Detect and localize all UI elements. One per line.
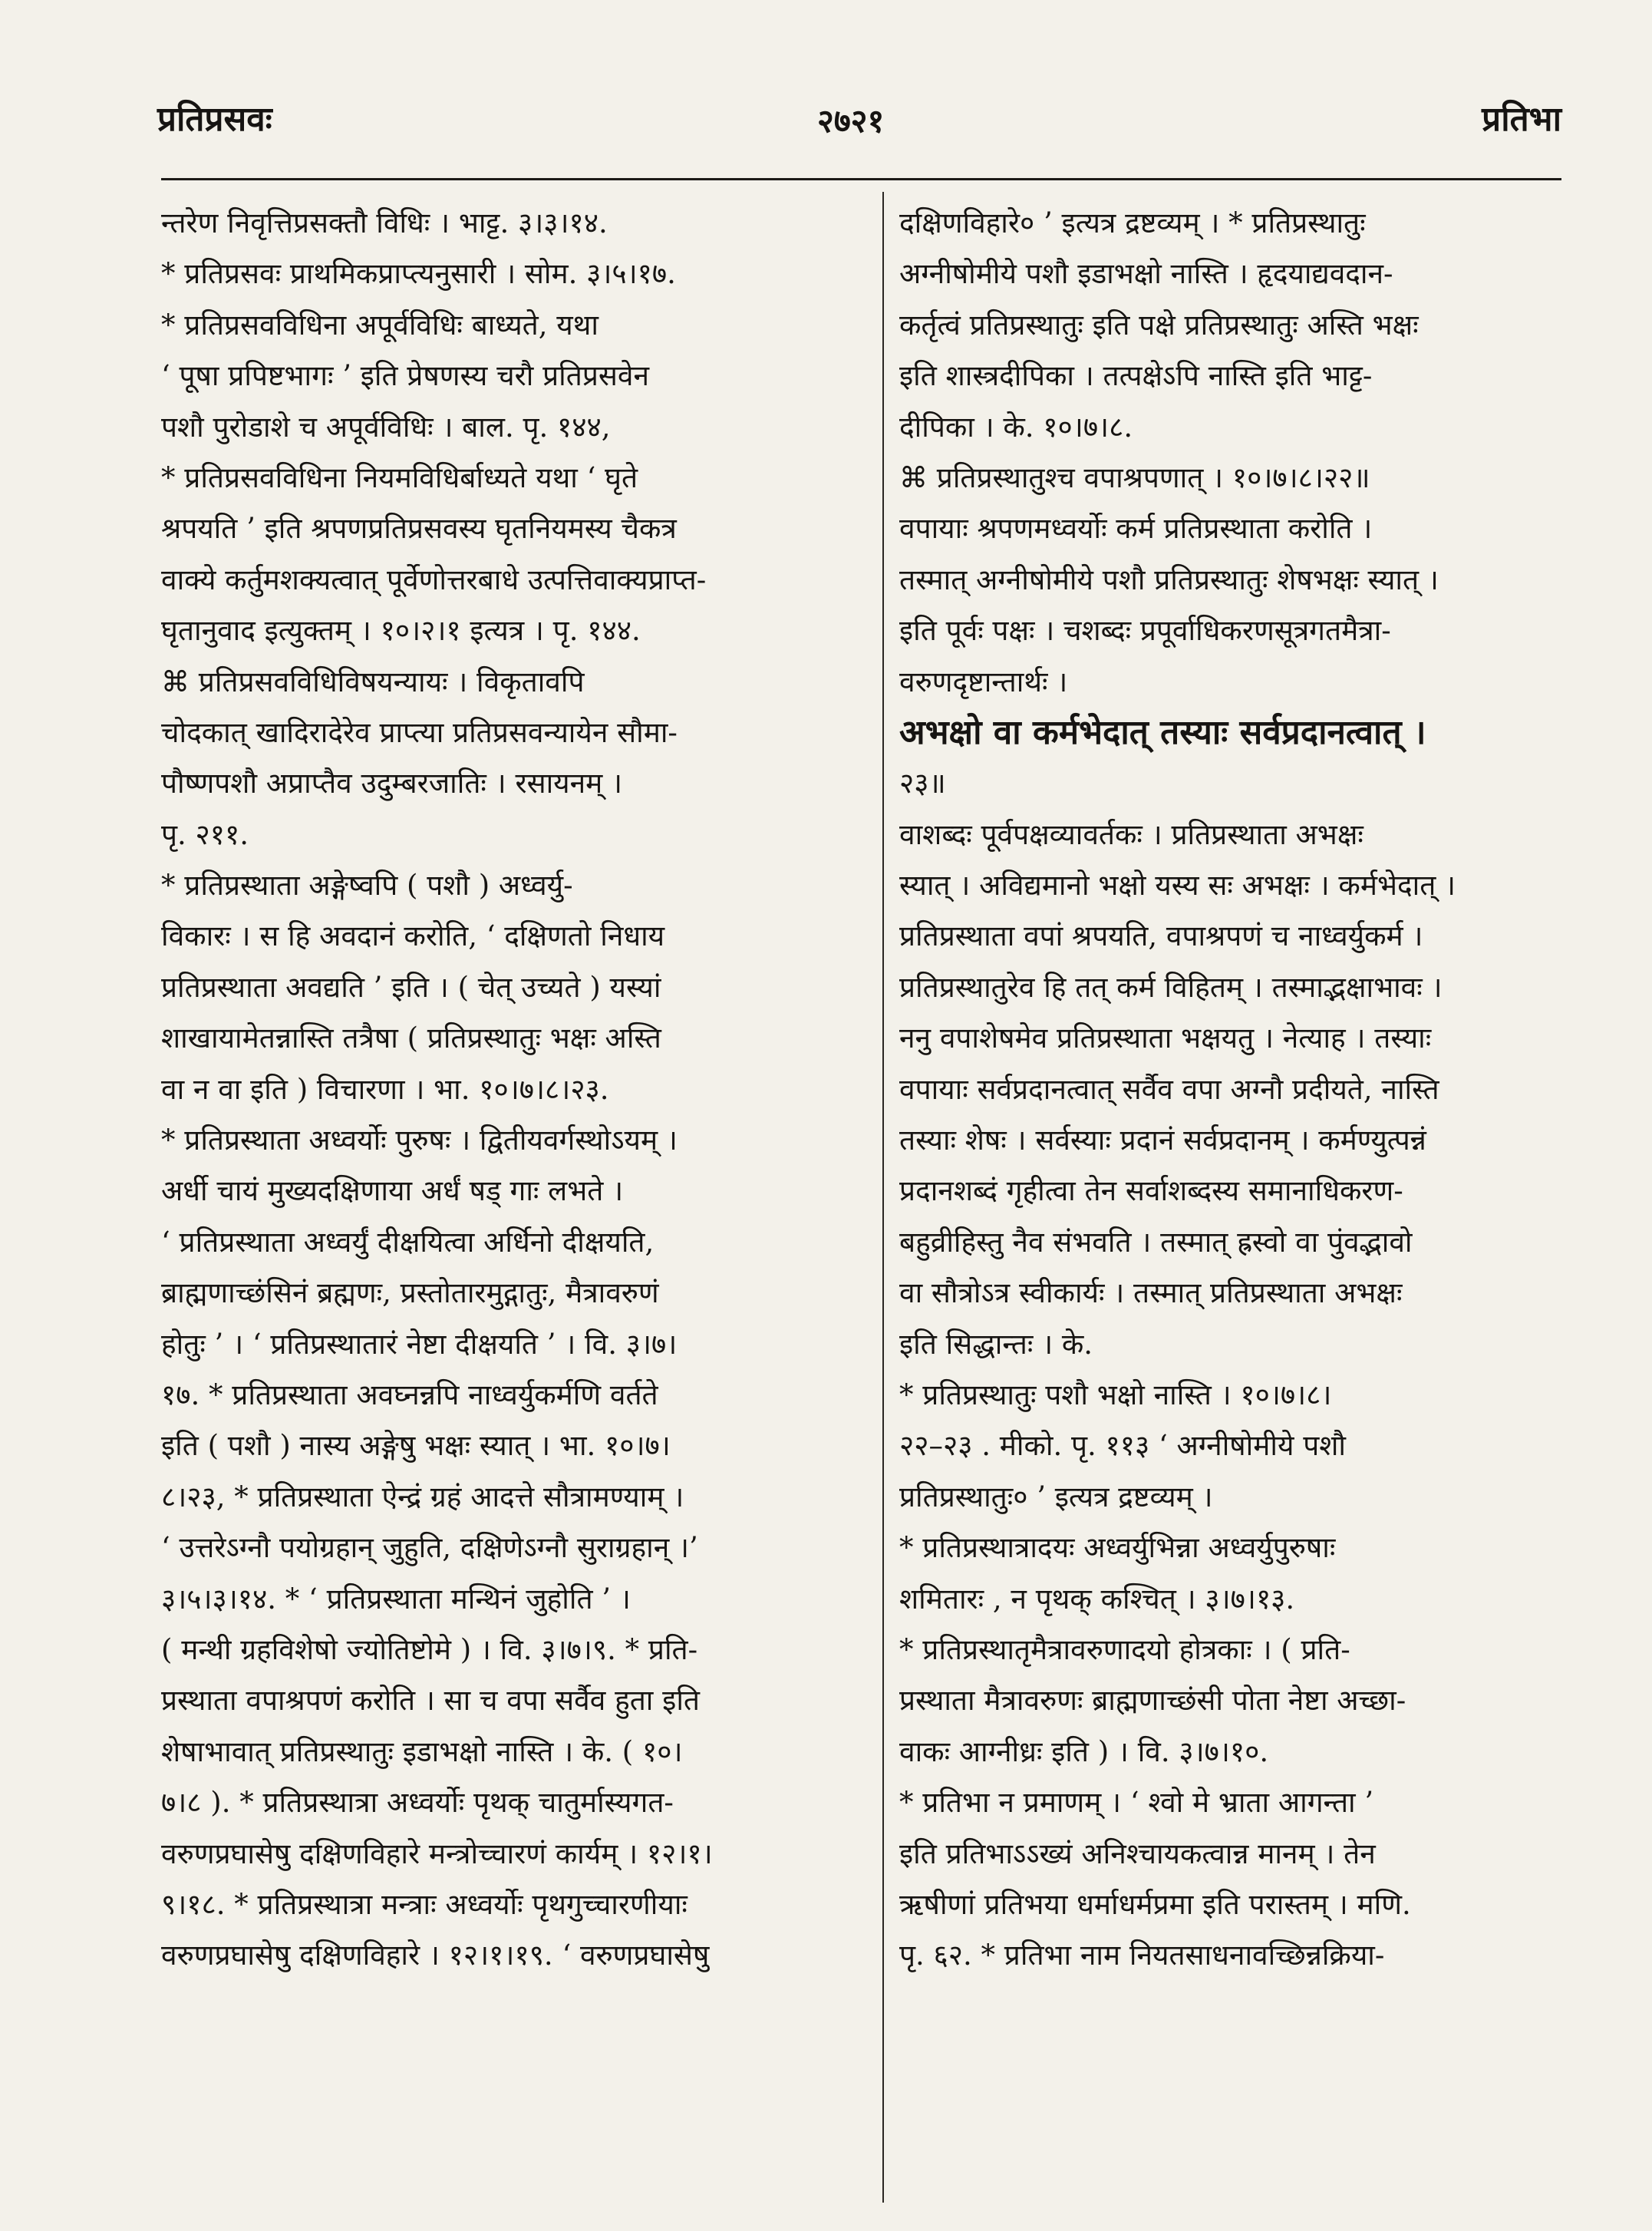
text-line: वा न वा इति ) विचारणा । भा. १०।७।८।२३. xyxy=(161,1072,609,1106)
text-line: ८।२३, * प्रतिप्रस्थाता ऐन्द्रं ग्रहं आदत्ते सौत्रामण्याम् । xyxy=(161,1480,684,1513)
text-line: प्रतिप्रस्थाता अवद्यति ’ इति । ( चेत् उच्यते ) यस्यां xyxy=(161,970,661,1004)
text-line: वा सौत्रोऽत्र स्वीकार्यः । तस्मात् प्रतिप्रस्थाता अभक्षः xyxy=(899,1276,1403,1310)
text-line: अग्नीषोमीये पशौ इडाभक्षो नास्ति । हृदयाद्यवदान- xyxy=(899,257,1393,291)
text-line: ( मन्थी ग्रहविशेषो ज्योतिष्टोमे ) । वि. ३।७।९. * प्रति- xyxy=(161,1632,698,1666)
text-line: स्यात् । अविद्यमानो भक्षो यस्य सः अभक्षः । कर्मभेदात् । xyxy=(899,869,1456,903)
text-line: प्रतिप्रस्थातुः० ’ इत्यत्र द्रष्टव्यम् । xyxy=(899,1480,1213,1513)
header-left-word: प्रतिप्रसवः xyxy=(157,100,272,139)
text-line: * प्रतिभा न प्रमाणम् । ‘ श्वो मे भ्राता आगन्ता ’ xyxy=(899,1786,1374,1820)
text-line: अभक्षो वा कर्मभेदात् तस्याः सर्वप्रदानत्वात् । xyxy=(899,712,1426,752)
text-line: ब्राह्मणाच्छंसिनं ब्रह्मणः, प्रस्तोतारमुद्गातुः, मैत्रावरुणं xyxy=(161,1276,659,1310)
text-line: ⌘ प्रतिप्रसवविधिविषयन्यायः । विकृतावपि xyxy=(161,665,585,698)
text-line: कर्तृत्वं प्रतिप्रस्थातुः इति पक्षे प्रतिप्रस्थातुः अस्ति भक्षः xyxy=(899,308,1419,342)
header-right-word: प्रतिभा xyxy=(1482,100,1561,139)
left-column xyxy=(161,198,867,2209)
text-line: इति प्रतिभाऽऽख्यं अनिश्चायकत्वान्न मानम् । तेन xyxy=(899,1837,1376,1870)
text-line: होतुः ’ । ‘ प्रतिप्रस्थातारं नेष्टा दीक्षयति ’ । वि. ३।७। xyxy=(161,1327,678,1361)
text-line: इति पूर्वः पक्षः । चशब्दः प्रपूर्वाधिकरणसूत्रगतमैत्रा- xyxy=(899,614,1391,648)
text-line: २२–२३ . मीको. पृ. ११३ ‘ अग्नीषोमीये पशौ xyxy=(899,1429,1346,1463)
page-header xyxy=(157,91,1561,144)
text-line: पृ. २११. xyxy=(161,817,249,851)
text-line: न्तरेण निवृत्तिप्रसक्तौ विधिः । भाट्ट. ३।३।१४. xyxy=(161,206,608,239)
text-line: श्रपयति ’ इति श्रपणप्रतिप्रसवस्य घृतनियमस्य चैकत्र xyxy=(161,512,677,546)
text-line: शेषाभावात् प्रतिप्रस्थातुः इडाभक्षो नास्ति । के. ( १०। xyxy=(161,1734,683,1768)
text-line: वाकः आग्नीध्रः इति ) । वि. ३।७।१०. xyxy=(899,1734,1269,1768)
text-line: प्रतिप्रस्थाता वपां श्रपयति, वपाश्रपणं च नाध्वर्युकर्म । xyxy=(899,919,1423,953)
text-line: वरुणदृष्टान्तार्थः । xyxy=(899,665,1068,698)
text-line: * प्रतिप्रसवविधिना नियमविधिर्बाध्यते यथा ‘ घृते xyxy=(161,460,638,494)
text-line: वरुणप्रघासेषु दक्षिणविहारे मन्त्रोच्चारणं कार्यम् । १२।१। xyxy=(161,1837,713,1870)
text-line: विकारः । स हि अवदानं करोति, ‘ दक्षिणतो निधाय xyxy=(161,919,665,953)
text-line: * प्रतिप्रस्थातृमैत्रावरुणादयो होत्रकाः । ( प्रति- xyxy=(899,1632,1350,1666)
text-line: पौष्णपशौ अप्राप्तैव उदुम्बरजातिः । रसायनम् । xyxy=(161,767,623,800)
text-line: प्रतिप्रस्थातुरेव हि तत् कर्म विहितम् । तस्माद्भक्षाभावः । xyxy=(899,970,1443,1004)
text-line: पशौ पुरोडाशे च अपूर्वविधिः । बाल. पृ. १४४, xyxy=(161,410,611,444)
column-divider xyxy=(882,192,884,2203)
text-line: वाक्ये कर्तुमशक्यत्वात् पूर्वेणोत्तरबाधे उत्पत्तिवाक्यप्राप्त- xyxy=(161,563,707,596)
text-line: ९।१८. * प्रतिप्रस्थात्रा मन्त्राः अध्वर्योः पृथगुच्चारणीयाः xyxy=(161,1887,688,1921)
text-line: वाशब्दः पूर्वपक्षव्यावर्तकः । प्रतिप्रस्थाता अभक्षः xyxy=(899,817,1363,851)
text-line: इति सिद्धान्तः । के. xyxy=(899,1327,1093,1361)
text-line: अर्धी चायं मुख्यदक्षिणाया अर्धं षड् गाः लभते । xyxy=(161,1174,624,1208)
text-line: ‘ उत्तरेऽग्नौ पयोग्रहान् जुहुति, दक्षिणेऽग्नौ सुराग्रहान् ।’ xyxy=(161,1531,698,1565)
text-line: ‘ प्रतिप्रस्थाता अध्वर्युं दीक्षयित्वा अर्धिनो दीक्षयति, xyxy=(161,1225,655,1259)
text-line: प्रस्थाता वपाश्रपणं करोति । सा च वपा सर्वैव हुता इति xyxy=(161,1684,700,1718)
text-line: * प्रतिप्रस्थात्रादयः अध्वर्युभिन्ना अध्वर्युपुरुषाः xyxy=(899,1531,1336,1565)
text-line: * प्रतिप्रस्थाता अध्वर्योः पुरुषः । द्वितीयवर्गस्थोऽयम् । xyxy=(161,1124,678,1157)
text-line: * प्रतिप्रस्थातुः पशौ भक्षो नास्ति । १०।७।८। xyxy=(899,1378,1332,1411)
text-line: बहुव्रीहिस्तु नैव संभवति । तस्मात् ह्रस्वो वा पुंवद्भावो xyxy=(899,1225,1413,1259)
text-line: तस्मात् अग्नीषोमीये पशौ प्रतिप्रस्थातुः शेषभक्षः स्यात् । xyxy=(899,563,1439,596)
text-line: वरुणप्रघासेषु दक्षिणविहारे । १२।१।१९. ‘ वरुणप्रघासेषु xyxy=(161,1939,710,1972)
text-line: पृ. ६२. * प्रतिभा नाम नियतसाधनावच्छिन्नक्रिया- xyxy=(899,1939,1385,1972)
text-line: ‘ पूषा प्रपिष्टभागः ’ इति प्रेषणस्य चरौ प्रतिप्रसवेन xyxy=(161,359,649,393)
text-line: ऋषीणां प्रतिभया धर्माधर्मप्रमा इति परास्तम् । मणि. xyxy=(899,1887,1411,1921)
text-line: २३॥ xyxy=(899,767,946,800)
right-column xyxy=(899,198,1571,2209)
text-line: * प्रतिप्रसवः प्राथमिकप्राप्त्यनुसारी । सोम. ३।५।१७. xyxy=(161,257,676,291)
header-rule xyxy=(161,178,1561,180)
page-number: २७२१ xyxy=(817,102,885,140)
text-line: ७।८ ). * प्रतिप्रस्थात्रा अध्वर्योः पृथक् चातुर्मास्यगत- xyxy=(161,1786,674,1820)
text-line: वपायाः श्रपणमध्वर्योः कर्म प्रतिप्रस्थाता करोति । xyxy=(899,512,1373,546)
text-line: शाखायामेतन्नास्ति तत्रैषा ( प्रतिप्रस्थातुः भक्षः अस्ति xyxy=(161,1021,661,1055)
text-line: ⌘ प्रतिप्रस्थातुश्च वपाश्रपणात् । १०।७।८।२२॥ xyxy=(899,460,1370,494)
text-line: वपायाः सर्वप्रदानत्वात् सर्वैव वपा अग्नौ प्रदीयते, नास्ति xyxy=(899,1072,1439,1106)
text-line: घृतानुवाद इत्युक्तम् । १०।२।१ इत्यत्र । पृ. १४४. xyxy=(161,614,641,648)
text-line: ३।५।३।१४. * ‘ प्रतिप्रस्थाता मन्थिनं जुहोति ’ । xyxy=(161,1582,631,1615)
text-line: शमितारः , न पृथक् कश्चित् । ३।७।१३. xyxy=(899,1582,1295,1615)
text-line: इति शास्त्रदीपिका । तत्पक्षेऽपि नास्ति इति भाट्ट- xyxy=(899,359,1373,393)
text-line: चोदकात् खादिरादेरेव प्राप्त्या प्रतिप्रसवन्यायेन सौमा- xyxy=(161,715,678,749)
text-line: १७. * प्रतिप्रस्थाता अवघ्नन्नपि नाध्वर्युकर्मणि वर्तते xyxy=(161,1378,658,1411)
text-line: दक्षिणविहारे० ’ इत्यत्र द्रष्टव्यम् । * प्रतिप्रस्थातुः xyxy=(899,206,1366,239)
text-line: * प्रतिप्रसवविधिना अपूर्वविधिः बाध्यते, यथा xyxy=(161,308,598,342)
text-line: * प्रतिप्रस्थाता अङ्गेष्वपि ( पशौ ) अध्वर्यु- xyxy=(161,869,573,903)
text-line: तस्याः शेषः । सर्वस्याः प्रदानं सर्वप्रदानम् । कर्मण्युत्पन्नं xyxy=(899,1124,1426,1157)
text-line: प्रदानशब्दं गृहीत्वा तेन सर्वाशब्दस्य समानाधिकरण- xyxy=(899,1174,1403,1208)
text-line: प्रस्थाता मैत्रावरुणः ब्राह्मणाच्छंसी पोता नेष्टा अच्छा- xyxy=(899,1684,1406,1718)
text-line: ननु वपाशेषमेव प्रतिप्रस्थाता भक्षयतु । नेत्याह । तस्याः xyxy=(899,1021,1432,1055)
text-line: दीपिका । के. १०।७।८. xyxy=(899,410,1133,444)
text-line: इति ( पशौ ) नास्य अङ्गेषु भक्षः स्यात् । भा. १०।७। xyxy=(161,1429,671,1463)
